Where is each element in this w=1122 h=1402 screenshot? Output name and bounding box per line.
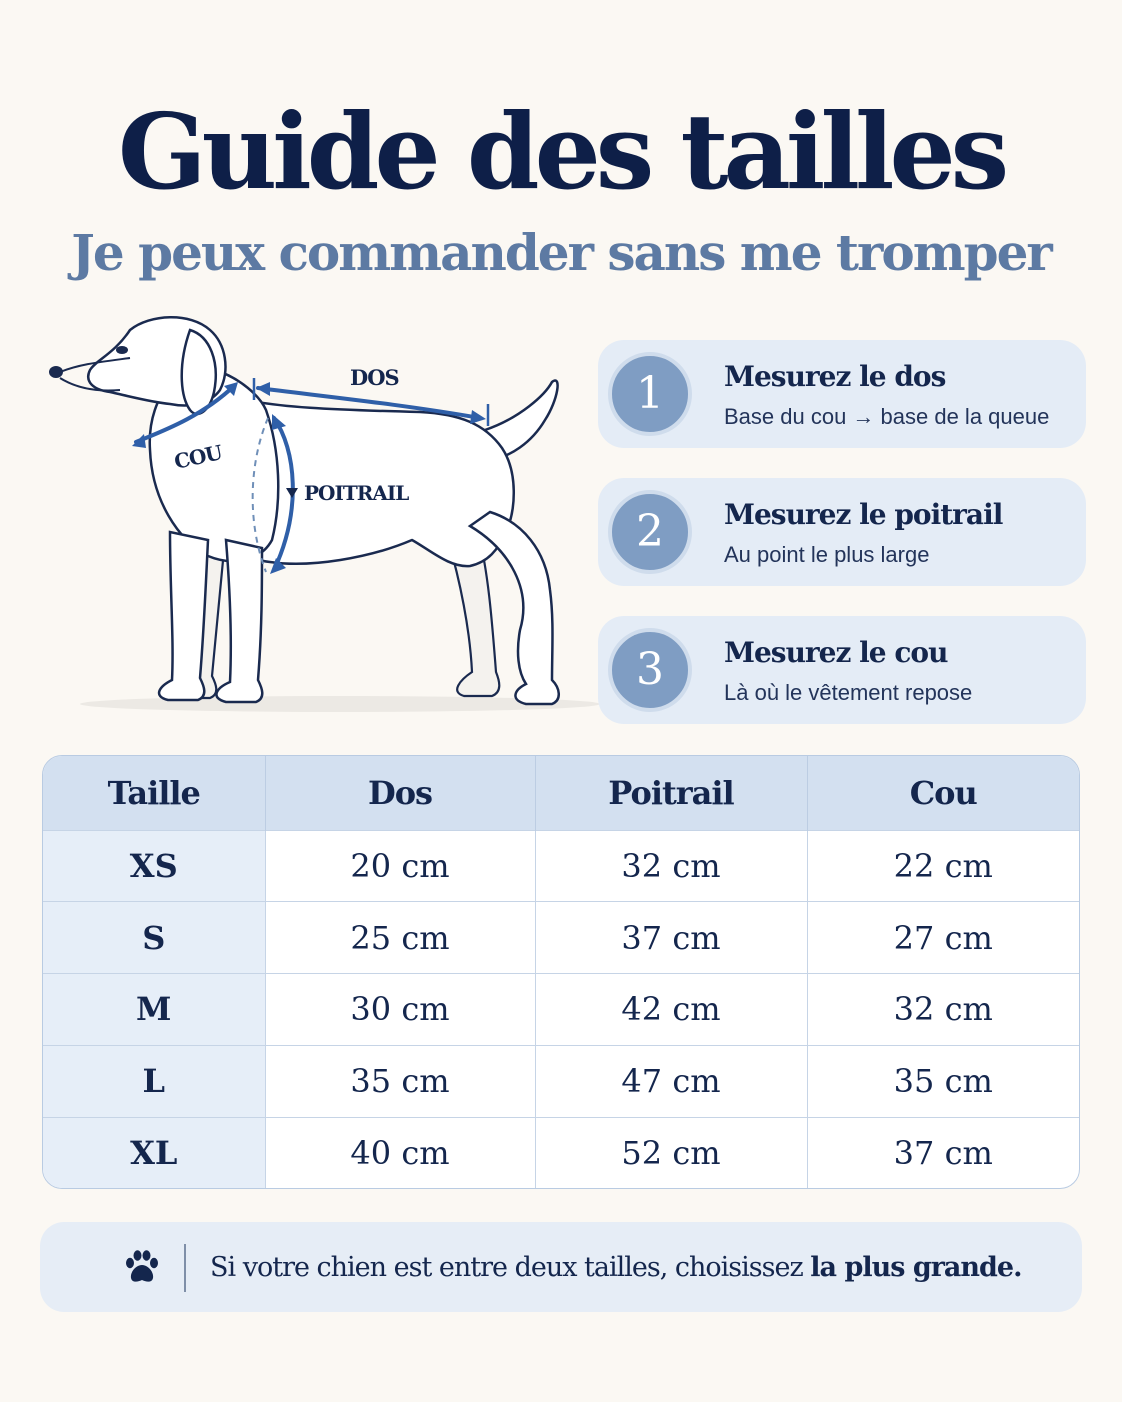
chest-cell: 32 cm	[535, 830, 807, 902]
step-title: Mesurez le cou	[724, 636, 948, 669]
size-tip-banner	[40, 1222, 1082, 1312]
neck-cell: 32 cm	[807, 974, 1079, 1046]
paw-icon	[124, 1250, 160, 1284]
neck-cell: 35 cm	[807, 1045, 1079, 1117]
neck-cell: 27 cm	[807, 902, 1079, 974]
chest-cell: 47 cm	[535, 1045, 807, 1117]
step-title: Mesurez le poitrail	[724, 498, 1003, 531]
chest-cell: 42 cm	[535, 974, 807, 1046]
size-cell: L	[43, 1045, 265, 1117]
header-back: Dos	[265, 756, 535, 830]
tip-text	[210, 1252, 1022, 1283]
step-number-badge: 1	[608, 352, 692, 436]
table-row	[43, 830, 1079, 902]
step-back	[598, 340, 1086, 448]
cou-label: COU	[172, 440, 224, 474]
tip-text-emphasis: la plus grande.	[810, 1252, 1022, 1283]
step-description: Base du cou → base de la queue	[724, 404, 1050, 429]
tip-divider	[184, 1244, 186, 1292]
chest-cell: 37 cm	[535, 902, 807, 974]
dos-label: DOS	[350, 365, 399, 390]
back-cell: 35 cm	[265, 1045, 535, 1117]
tip-text-main: Si votre chien est entre deux tailles, choisissez	[210, 1252, 811, 1283]
back-cell: 25 cm	[265, 902, 535, 974]
dog-illustration	[40, 300, 600, 730]
step-neck	[598, 616, 1086, 724]
neck-cell: 37 cm	[807, 1117, 1079, 1188]
header-neck: Cou	[807, 756, 1079, 830]
size-cell: XS	[43, 830, 265, 902]
back-cell: 20 cm	[265, 830, 535, 902]
step-number-badge: 3	[608, 628, 692, 712]
size-cell: S	[43, 902, 265, 974]
header-chest: Poitrail	[535, 756, 807, 830]
table-header-row	[43, 756, 1079, 830]
table-row	[43, 902, 1079, 974]
table-row	[43, 1045, 1079, 1117]
step-description: Là où le vêtement repose	[724, 680, 973, 705]
size-chart-table	[42, 755, 1080, 1189]
poitrail-label: POITRAIL	[304, 481, 409, 505]
step-chest	[598, 478, 1086, 586]
page-subtitle: Je peux commander sans me tromper	[71, 223, 1051, 282]
back-cell: 30 cm	[265, 974, 535, 1046]
neck-cell: 22 cm	[807, 830, 1079, 902]
table-row	[43, 1117, 1079, 1188]
page-title: Guide des tailles	[117, 90, 1005, 213]
step-number-badge: 2	[608, 490, 692, 574]
size-cell: XL	[43, 1117, 265, 1188]
table-row	[43, 974, 1079, 1046]
size-cell: M	[43, 974, 265, 1046]
chest-cell: 52 cm	[535, 1117, 807, 1188]
back-cell: 40 cm	[265, 1117, 535, 1188]
step-description: Au point le plus large	[724, 542, 930, 567]
step-title: Mesurez le dos	[724, 360, 946, 393]
dog-measure-diagram	[40, 300, 600, 730]
header-size: Taille	[43, 756, 265, 830]
